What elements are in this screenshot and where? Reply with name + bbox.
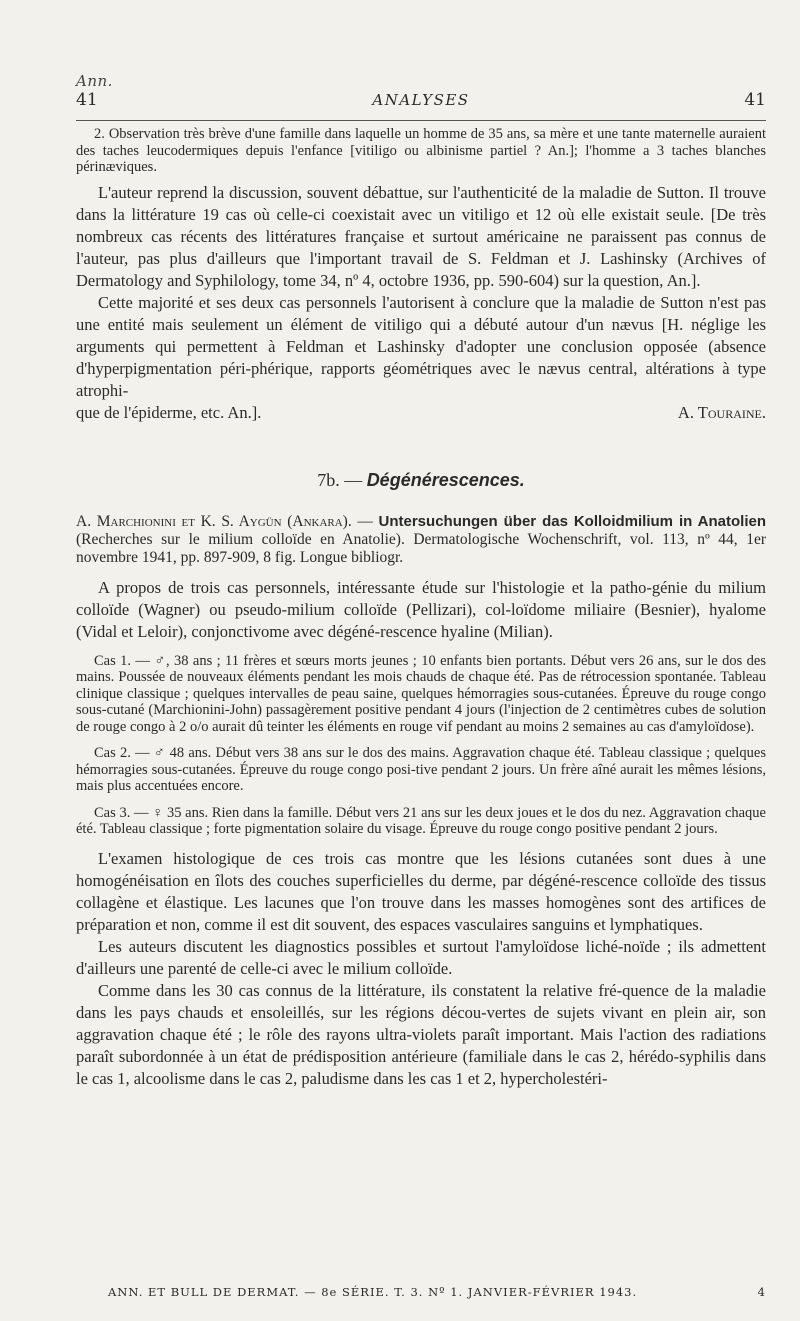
section-title: Dégénérescences. [366,469,525,490]
article-body [76,126,766,1090]
observation-2: 2. Observation très brève d'une famille dans laquelle un homme de 35 ans, sa mère et une tante maternelle auraient des taches leucodermiques depuis l'enfance [vitiligo ou albinisme partiel ? An.]; l'homme a 3 taches blanches périnæviques. [76,126,766,175]
paragraph-epidemiology: Comme dans les 30 cas connus de la littérature, ils constatent la relative fré-quence de la maladie dans les pays chauds et ensoleillés, sur les régions décou-vertes de sujets vivant en plein air, son aggravation chaque été ; le rôle des rayons ultra-violets paraît important. Mais l'action des radiations paraît subordonnée à un état de prédisposition antérieure (familiale dans le cas 2, hérédo-syphilis dans le cas 1, alcoolisme dans le cas 2, paludisme dans les cas 1 et 2, hypercholestéri- [76,980,766,1088]
paragraph-last-line: que de l'épiderme, etc. An.]. [76,402,262,422]
reference-details: (Recherches sur le milium colloïde en Anatolie). Dermatologische Wochenschrift, vol. 113, nº 44, 1er novembre 1941, pp. 897-909, 8 fig. Longue bibliogr. [76,530,766,566]
footer-number: 4 [757,1285,766,1299]
case-3: Cas 3. — ♀ 35 ans. Rien dans la famille. Début vers 21 ans sur les deux joues et le dos du nez. Aggravation chaque été. Tableau classique ; forte pigmentation solaire du visage. Épreuve du rouge congo positive pendant 2 jours. [76,804,766,837]
case-2: Cas 2. — ♂ 48 ans. Début vers 38 ans sur le dos des mains. Aggravation chaque été. Tableau classique ; quelques hémorragies sous-cutanées. Épreuve du rouge congo posi-tive pendant 2 jours. Un frère aîné aurait les mêmes lésions, mais plus accentuées encore. [76,745,766,794]
paragraph-end-line [76,402,766,424]
header-rule [76,120,766,121]
page-number-right: 41 [744,90,766,110]
reference-authors: A. Marchionini et K. S. Aygün (Ankara). — [76,512,379,530]
paragraph-discussion: L'auteur reprend la discussion, souvent débattue, sur l'authenticité de la maladie de Sutton. Il trouve dans la littérature 19 cas où celle-ci coexistait avec un vitiligo et 12 où elle existait seule. [De très nombreux cas récents des littératures française et surtout américaine ne paraissent pas connus de l'auteur, pas plus d'ailleurs que l'important travail de S. Feldman et J. Lashinsky (Archives of Dermatology and Syphilology, tome 34, nº 4, octobre 1936, pp. 590-604) sur la question, An.]. [76,182,766,290]
running-header [76,90,766,110]
footer-journal: ANN. ET BULL DE DERMAT. — 8e SÉRIE. T. 3. Nº 1. JANVIER-FÉVRIER 1943. [108,1285,638,1299]
case-1: Cas 1. — ♂, 38 ans ; 11 frères et sœurs morts jeunes ; 10 enfants bien portants. Début vers 26 ans, sur le dos des mains. Poussée de nouveaux éléments pendant les mois chauds de chaque été. Pas de rétrocession spontanée. Tableau clinique classique ; quelques intervalles de peau saine, quelques hémorragies sous-cutanées. Épreuve du rouge congo sous-cutané (Marchionini-John) passagèrement positive pendant 4 jours (l'injection de 2 centimètres cubes de solution de rouge congo à 2 o/o aurait dû teinter les éléments en rouge vif pendant au moins 2 semaines au cas d'amyloïdose). [76,652,766,735]
signature: A. Touraine. [677,402,766,422]
paragraph-diagnostics: Les auteurs discutent les diagnostics possibles et surtout l'amyloïdose liché-noïde ; ils admettent d'ailleurs une parenté de celle-ci avec le milium colloïde. [76,936,766,978]
article-reference [76,513,766,567]
page-footer [108,1285,766,1299]
reference-title: Untersuchungen über das Kolloidmilium in Anatolien [378,512,766,530]
section-number: 7b. — [317,469,367,490]
page-number-left: 41 [76,90,98,110]
paragraph-histology: L'examen histologique de ces trois cas montre que les lésions cutanées sont dues à une homogénéisation en îlots des couches superficielles du derme, par dégéné-rescence colloïde des tissus collagène et élastique. Les lacunes que l'on trouve dans les masses homogènes sont des artifices de préparation et non, comme il est dit souvent, des espaces vasculaires sanguins et lymphatiques. [76,848,766,934]
corner-annotation: Ann. [76,72,113,90]
section-heading [76,470,766,491]
paragraph-conclusion: Cette majorité et ses deux cas personnels l'autorisent à conclure que la maladie de Sutton n'est pas une entité mais seulement un élément de vitiligo qui a débuté autour d'un nævus [H. néglige les arguments qui permettent à Feldman et Lashinsky d'adopter une conclusion opposée (absence d'hyperpigmentation péri-phérique, rapports géométriques avec le nævus central, altérations à type atrophi- [76,292,766,400]
paragraph-intro: A propos de trois cas personnels, intéressante étude sur l'histologie et la patho-génie du milium colloïde (Wagner) ou pseudo-milium colloïde (Pellizari), col-loïdome miliaire (Besnier), hyalome (Vidal et Leloir), conjonctivome avec dégéné-rescence hyaline (Milian). [76,577,766,641]
running-title: ANALYSES [372,91,470,109]
